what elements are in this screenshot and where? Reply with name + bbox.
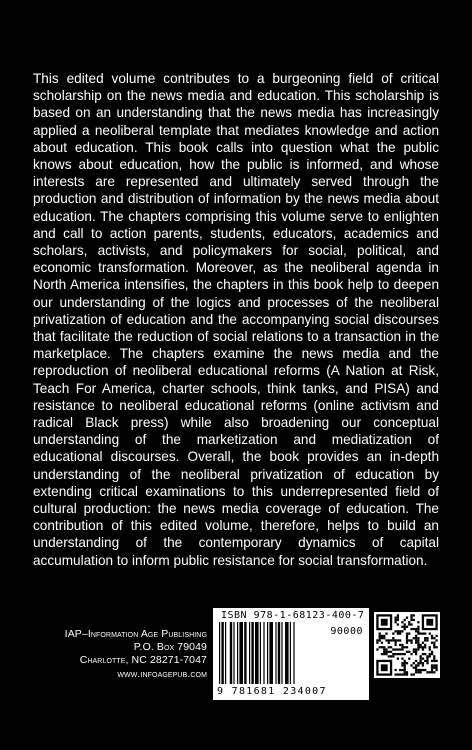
- publisher-name: IAP–Information Age Publishing: [64, 628, 207, 640]
- publisher-address-line2: Charlotte, NC 28271-7047: [79, 654, 207, 667]
- publisher-info: [65, 628, 207, 681]
- qr-code: [374, 612, 440, 678]
- isbn-barcode: [213, 608, 369, 700]
- isbn-number: ISBN 978-1-68123-400-7: [221, 610, 365, 621]
- publisher-website: www.infoagepub.com: [117, 667, 207, 680]
- book-description: This edited volume contributes to a burgeoning field of critical scholarship on the news media and education. This scholarship is based on an understanding that the news media has increasingly applied a neoliberal template that mediates knowledge and action about education. This book calls into question what the public knows about education, how the public is informed, and whose interests are represented and ultimately served through the production and distribution of information by the news media about education. The chapters comprising this volume serve to enlighten and call to action parents, students, educators, academics and scholars, activists, and policymakers for social, political, and economic transformation. Moreover, as the neoliberal agenda in North America intensifies, the chapters in this book help to deepen our understanding of the logics and processes of the neoliberal privatization of education and the accompanying social discourses that facilitate the reduction of social relations to a transaction in the marketplace. The chapters examine the news media and the reproduction of neoliberal educational reforms (A Nation at Risk, Teach For America, charter schools, think tanks, and PISA) and resistance to neoliberal educational reforms (online activism and radical Black press) while also broadening our conceptual understanding of the marketization and mediatization of educational discourses. Overall, the book provides an in-depth understanding of the neoliberal privatization of education by extending critical examinations to this underrepresented field of cultural production: the news media coverage of education. The contribution of this edited volume, therefore, helps to build an understanding of the contemporary dynamics of capital accumulation to inform public resistance for social transformation.: [33, 71, 439, 568]
- price-code: 90000: [330, 626, 363, 637]
- barcode-digits: 9 781681 234007: [217, 686, 327, 697]
- barcode-bars: [219, 622, 323, 686]
- publisher-address-line1: P.O. Box 79049: [133, 641, 207, 654]
